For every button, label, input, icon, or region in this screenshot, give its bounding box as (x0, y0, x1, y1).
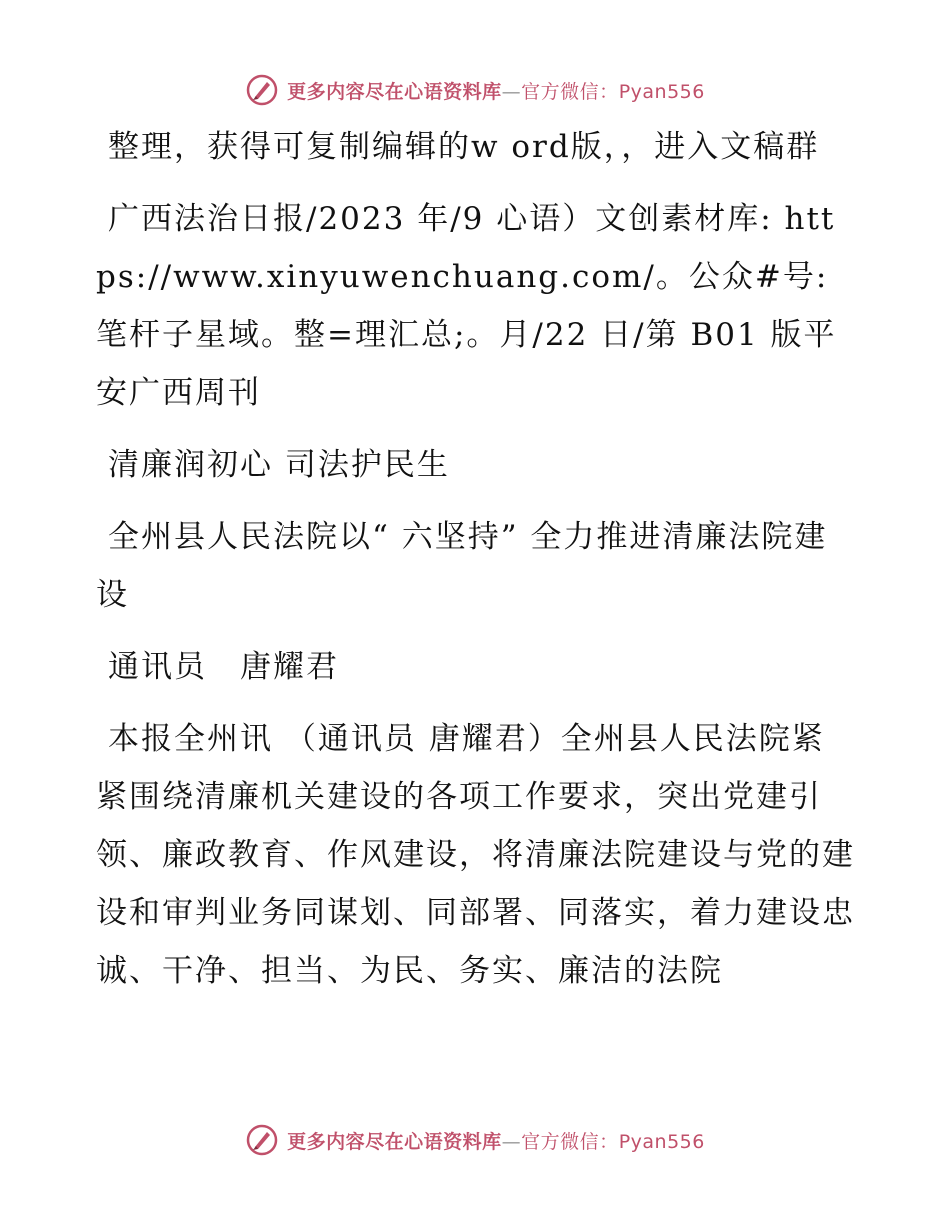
banner-label: 官方微信： (521, 1130, 619, 1153)
banner-main-text: 更多内容尽在心语资料库 (287, 80, 502, 103)
banner-main-text: 更多内容尽在心语资料库 (287, 1130, 502, 1153)
article-body-paragraph: 本报全州讯 （通讯员 唐耀君）全州县人民法院紧紧围绕清廉机关建设的各项工作要求，突出党建引领、廉政教育、作风建设，将清廉法院建设与党的建设和审判业务同谋划、同部署、同落实，着力建设忠诚、干净、担当、为民、务实、廉洁的法院 (96, 721, 855, 989)
brush-logo-icon (245, 1123, 279, 1157)
document-body (96, 118, 856, 1014)
brush-logo-icon (245, 73, 279, 107)
article-headline: 清廉润初心 司法护民生 (108, 447, 450, 483)
header-banner (0, 70, 950, 110)
article-byline: 通讯员 唐耀君 (108, 649, 339, 685)
footer-banner (0, 1120, 950, 1160)
banner-separator: — (501, 80, 522, 103)
article-subheadline: 全州县人民法院以“ 六坚持” 全力推进清廉法院建设 (96, 519, 828, 613)
banner-text (287, 1127, 705, 1154)
banner-separator: — (501, 1130, 522, 1153)
banner-label: 官方微信： (521, 80, 619, 103)
paragraph-source: 广西法治日报/2023 年/9 心语）文创素材库: https://www.xinyuwenchuang.com/。公众#号: 笔杆子星域。整=理汇总;。月/22 日/第 B01 版平安广西周刊 (96, 201, 837, 411)
paragraph-intro: 整理，获得可复制编辑的w ord版，，进入文稿群 (108, 129, 820, 165)
banner-text (287, 77, 705, 104)
banner-wechat-id: Pyan556 (618, 1130, 705, 1153)
banner-wechat-id: Pyan556 (618, 80, 705, 103)
